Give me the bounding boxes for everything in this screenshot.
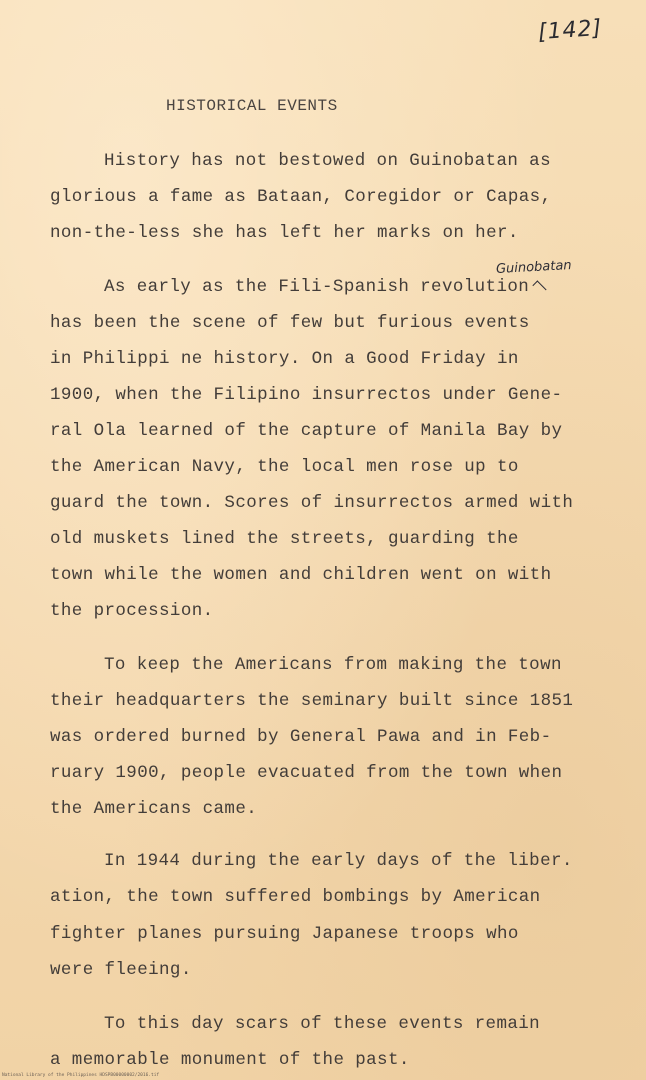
- text-line: the American Navy, the local men rose up to: [50, 457, 519, 477]
- text-line: has been the scene of few but furious events: [50, 313, 530, 333]
- text-line: 1900, when the Filipino insurrectos under Gene-: [50, 385, 563, 405]
- text-line: glorious a fame as Bataan, Coregidor or Capas,: [50, 187, 552, 207]
- text-line: fighter planes pursuing Japanese troops who: [50, 924, 519, 944]
- text-line: old muskets lined the streets, guarding the: [50, 529, 519, 549]
- archive-footer: National Library of the Philippines HDSPB00000002/2016.tif: [2, 1073, 160, 1078]
- text-line: ruary 1900, people evacuated from the town when: [50, 763, 563, 783]
- text-line: ation, the town suffered bombings by American: [50, 887, 541, 907]
- text-line: guard the town. Scores of insurrectos armed with: [50, 493, 574, 513]
- text-line: As early as the Fili-Spanish revolution: [104, 277, 530, 297]
- text-line: were fleeing.: [50, 960, 192, 980]
- text-line: in Philippi ne history. On a Good Friday in: [50, 349, 519, 369]
- text-line: non-the-less she has left her marks on her.: [50, 223, 519, 243]
- text-line: was ordered burned by General Pawa and in Feb-: [50, 727, 552, 747]
- text-line: To keep the Americans from making the town: [104, 655, 562, 675]
- document-heading: HISTORICAL EVENTS: [166, 97, 338, 115]
- text-line: their headquarters the seminary built since 1851: [50, 691, 574, 711]
- text-line: the Americans came.: [50, 799, 258, 819]
- text-line: To this day scars of these events remain: [104, 1014, 541, 1034]
- text-line: a memorable monument of the past.: [50, 1050, 410, 1070]
- text-line: In 1944 during the early days of the liber.: [104, 851, 573, 871]
- text-line: town while the women and children went on with: [50, 565, 552, 585]
- handwritten-annotation: Guinobatan: [495, 258, 572, 277]
- text-line: History has not bestowed on Guinobatan as: [104, 151, 551, 171]
- text-line: the procession.: [50, 601, 214, 621]
- text-line: ral Ola learned of the capture of Manila Bay by: [50, 421, 563, 441]
- insertion-caret-icon: [532, 280, 546, 294]
- page-number: [142]: [537, 15, 603, 46]
